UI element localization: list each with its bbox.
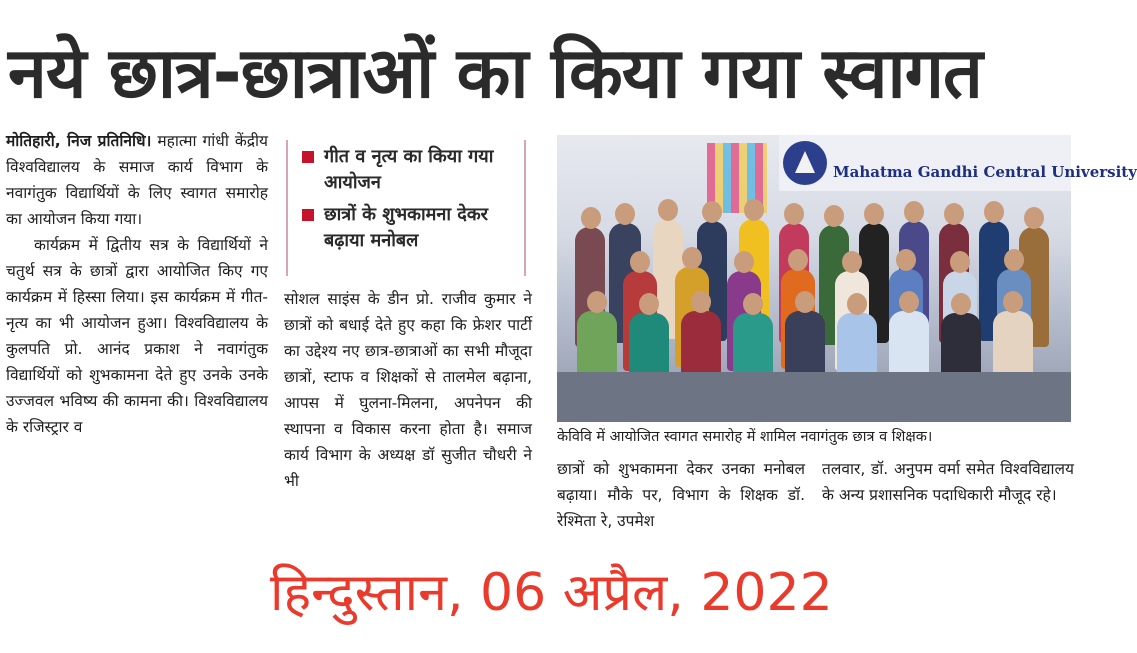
- highlight-text: गीत व नृत्य का किया गया आयोजन: [324, 146, 494, 193]
- person-head: [581, 207, 601, 229]
- highlight-text: छात्रों के शुभकामना देकर बढ़ाया मनोबल: [324, 204, 489, 251]
- highlight-item: [302, 144, 516, 196]
- person-head: [691, 291, 711, 313]
- person-head: [896, 249, 916, 271]
- person-head: [950, 251, 970, 273]
- article-column-4: [822, 456, 1074, 508]
- person-head: [1024, 207, 1044, 229]
- highlight-box: [286, 140, 526, 276]
- article-paragraph-3: सोशल साइंस के डीन प्रो. राजीव कुमार ने छात्रों को बधाई देते हुए कहा कि फ्रेशर पार्टी का उद्देश्य नए छात्र-छात्राओं का सभी मौजूदा छात्रों, स्टाफ व शिक्षकों से तालमेल बढ़ाना, आपस में घुलना-मिलना, अपनेपन की स्थापना व विकास करना होता है। समाज कार्य विभाग के अध्यक्ष डॉ सुजीत चौधरी ने भी: [284, 290, 532, 490]
- headline: नये छात्र-छात्राओं का किया गया स्वागत: [8, 32, 982, 114]
- person-head: [702, 201, 722, 223]
- square-bullet-icon: [302, 151, 314, 163]
- person-head: [639, 293, 659, 315]
- person-head: [587, 291, 607, 313]
- banner-text: Mahatma Gandhi Central University: [833, 163, 1137, 181]
- person-head: [615, 203, 635, 225]
- stage-floor: [557, 372, 1071, 422]
- person-head: [734, 251, 754, 273]
- person-head: [1003, 291, 1023, 313]
- article-column-2: [284, 286, 532, 494]
- person-head: [658, 199, 678, 221]
- person-head: [795, 291, 815, 313]
- person-figure: [993, 311, 1033, 381]
- person-head: [824, 205, 844, 227]
- person-figure: [681, 311, 721, 381]
- highlight-item: [302, 202, 516, 254]
- person-head: [630, 251, 650, 273]
- person-figure: [577, 311, 617, 381]
- person-figure: [785, 311, 825, 381]
- person-head: [951, 293, 971, 315]
- article-paragraph-1: महात्मा गांधी केंद्रीय विश्वविद्यालय के समाज कार्य विभाग के नवागंतुक विद्यार्थियों के लिए स्वागत समारोह का आयोजन किया गया।: [6, 132, 268, 228]
- article-column-1: [6, 128, 268, 440]
- person-head: [744, 199, 764, 221]
- article-paragraph-5: तलवार, डॉ. अनुपम वर्मा समेत विश्वविद्यालय के अन्य प्रशासनिक पदाधिकारी मौजूद रहे।: [822, 460, 1074, 504]
- person-head: [842, 251, 862, 273]
- group-photo: [557, 135, 1137, 422]
- publication-dateline: हिन्दुस्तान, 06 अप्रैल, 2022: [270, 563, 833, 623]
- person-head: [864, 203, 884, 225]
- person-head: [847, 293, 867, 315]
- person-head: [984, 201, 1004, 223]
- article-paragraph-4: छात्रों को शुभकामना देकर उनका मनोबल बढ़ाया। मौके पर, विभाग के शिक्षक डॉ. रेश्मिता रे, उपमेश: [557, 460, 805, 530]
- person-head: [904, 201, 924, 223]
- person-head: [784, 203, 804, 225]
- person-head: [899, 291, 919, 313]
- photo-caption: केविवि में आयोजित स्वागत समारोह में शामिल नवागंतुक छात्र व शिक्षक।: [557, 429, 933, 445]
- person-head: [682, 247, 702, 269]
- person-figure: [889, 311, 929, 381]
- byline: मोतिहारी, निज प्रतिनिधि।: [6, 132, 152, 150]
- person-head: [743, 293, 763, 315]
- square-bullet-icon: [302, 209, 314, 221]
- article-column-3: [557, 456, 805, 534]
- person-head: [788, 249, 808, 271]
- university-logo-icon: [783, 141, 827, 185]
- person-head: [1004, 249, 1024, 271]
- person-head: [944, 203, 964, 225]
- article-paragraph-2: कार्यक्रम में द्वितीय सत्र के विद्यार्थियों ने चतुर्थ सत्र के छात्रों द्वारा आयोजित किए गए कार्यक्रम में हिस्सा लिया। इस कार्यक्रम में गीत-नृत्य का भी आयोजन हुआ। विश्वविद्यालय के कुलपति प्रो. आनंद प्रकाश ने नवागंतुक विद्यार्थियों को शुभकामना देते हुए उनके उनके उज्जवल भविष्य की कामना की। विश्वविद्यालय के रजिस्ट्रार व: [6, 236, 268, 436]
